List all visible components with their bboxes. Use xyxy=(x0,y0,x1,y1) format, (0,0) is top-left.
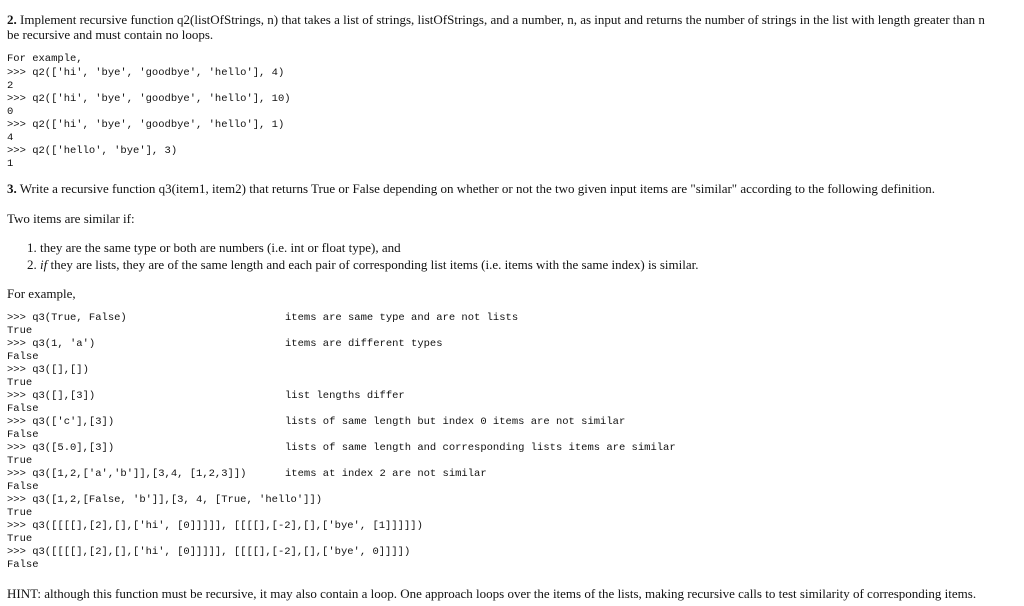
q3-code-line: False xyxy=(7,403,39,415)
q3-code-comment: lists of same length but index 0 items are not similar xyxy=(285,416,626,428)
q3-code-line: >>> q3(True, False) xyxy=(7,312,127,324)
q3-code-line: True xyxy=(7,507,33,519)
q3-code-comment: items are different types xyxy=(285,338,443,350)
q3-code-line: >>> q3([1,2,['a','b']],[3,4, [1,2,3]]) xyxy=(7,468,247,480)
q2-code-line: 1 xyxy=(7,158,14,170)
q3-code-line: >>> q3([5.0],[3]) xyxy=(7,442,115,454)
condition-text: they are the same type or both are numbers (i.e. int or float type), and xyxy=(40,240,401,255)
q3-code-line: False xyxy=(7,559,39,571)
q3-description xyxy=(7,181,1024,196)
q3-number: 3. xyxy=(7,181,17,196)
q3-code-line: >>> q3([],[]) xyxy=(7,364,89,376)
q3-code-line: >>> q3([[[[],[2],[],['hi', [0]]]]], [[[[],[-2],[],['bye', [1]]]]]) xyxy=(7,520,423,532)
condition-number: 2. xyxy=(27,257,37,272)
q3-code-line: True xyxy=(7,325,33,337)
q2-code-line: >>> q2(['hi', 'bye', 'goodbye', 'hello'], 1) xyxy=(7,119,285,131)
q3-code-comment: list lengths differ xyxy=(285,390,405,402)
q3-code-line: >>> q3(['c'],[3]) xyxy=(7,416,115,428)
q3-description-line1: Write a recursive function q3(item1, item2) that returns True or False depending on whether or not the two given input items are "similar" according to the following definition. xyxy=(19,181,935,196)
q3-code-line: >>> q3(1, 'a') xyxy=(7,338,96,350)
q3-code-line: >>> q3([[[[],[2],[],['hi', [0]]]]], [[[[],[-2],[],['bye', 0]]]]) xyxy=(7,546,411,558)
q2-code-line: >>> q2(['hi', 'bye', 'goodbye', 'hello'], 4) xyxy=(7,67,285,79)
q3-code-comment: items are same type and are not lists xyxy=(285,312,519,324)
q3-code-comment: lists of same length and corresponding lists items are similar xyxy=(285,442,676,454)
q3-condition-item xyxy=(27,240,401,255)
q3-code-line: >>> q3([],[3]) xyxy=(7,390,96,402)
q3-code-line: >>> q3([1,2,[False, 'b']],[3, 4, [True, 'hello']]) xyxy=(7,494,323,506)
q2-number: 2. xyxy=(7,12,17,27)
q2-code-line: >>> q2(['hi', 'bye', 'goodbye', 'hello'], 10) xyxy=(7,93,291,105)
q3-code-comment: items at index 2 are not similar xyxy=(285,468,487,480)
q2-code-line: >>> q2(['hello', 'bye'], 3) xyxy=(7,145,178,157)
q3-similar-intro: Two items are similar if: xyxy=(7,211,135,226)
condition-number: 1. xyxy=(27,240,37,255)
q3-condition-item xyxy=(27,257,699,272)
q3-code-line: True xyxy=(7,533,33,545)
q3-code-line: True xyxy=(7,377,33,389)
q2-code-line: 0 xyxy=(7,106,14,118)
q2-code-line: 4 xyxy=(7,132,14,144)
q3-example-label: For example, xyxy=(7,286,76,301)
q3-code-line: False xyxy=(7,429,39,441)
condition-emphasis: if xyxy=(40,257,48,272)
q3-code-line: False xyxy=(7,351,39,363)
q2-code-line: 2 xyxy=(7,80,14,92)
condition-text: they are lists, they are of the same length and each pair of corresponding list items (i.e. items with the same index) is similar. xyxy=(47,257,699,272)
q3-code-line: False xyxy=(7,481,39,493)
q2-description-line2: be recursive and must contain no loops. xyxy=(7,27,214,42)
q2-description xyxy=(7,12,1024,27)
q3-hint: HINT: although this function must be recursive, it may also contain a loop. One approach loops over the items of the lists, making recursive calls to test similarity of corresponding items. xyxy=(7,586,977,601)
q2-description-line1: Implement recursive function q2(listOfStrings, n) that takes a list of strings, listOfStrings, and a number, n, as input and returns the number of strings in the list with length greater than n xyxy=(20,12,985,27)
q3-code-line: True xyxy=(7,455,33,467)
q2-example-label: For example, xyxy=(7,53,83,65)
